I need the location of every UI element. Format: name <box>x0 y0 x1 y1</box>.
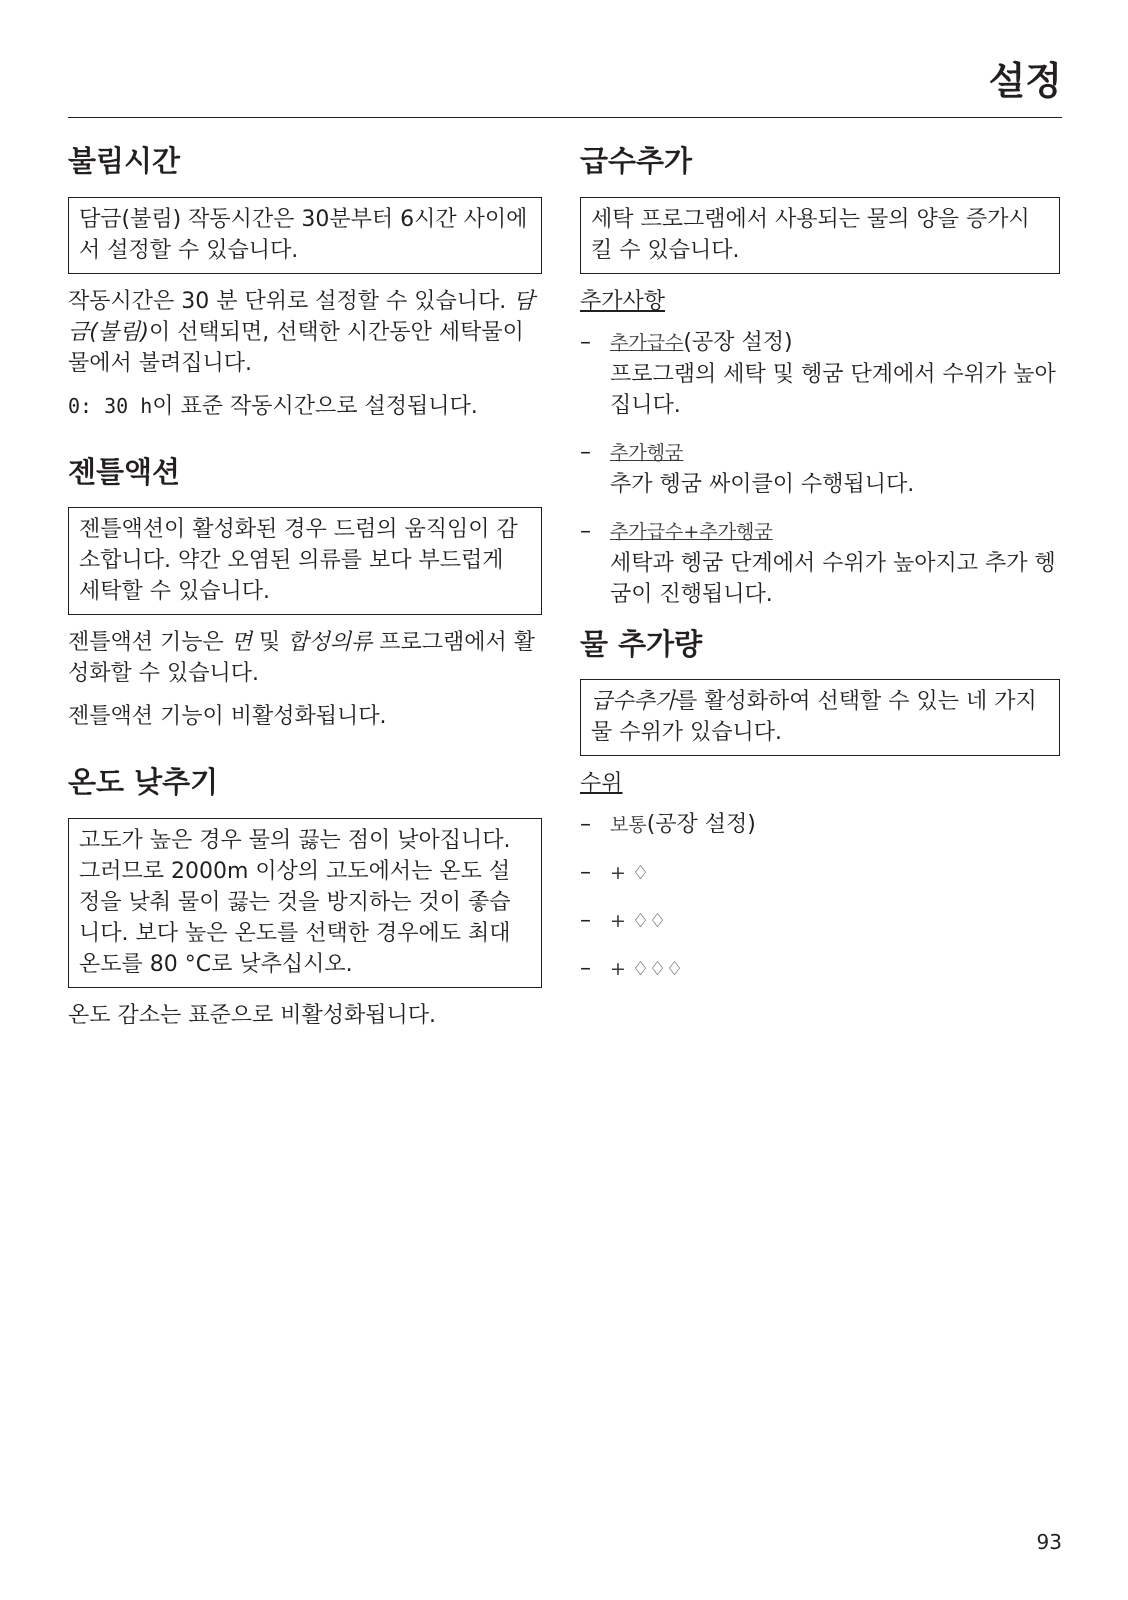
level-label: 보통 <box>610 814 647 837</box>
list-item <box>580 809 1060 841</box>
section-temperature-reduction <box>68 764 542 1031</box>
gentle-program-synthetics: 합성의류 <box>287 630 373 656</box>
water-plus-info-box: 세탁 프로그램에서 사용되는 물의 양을 증가시킬 수 있습니다. <box>580 197 1060 274</box>
soak-text-a: 작동시간은 30 분 단위로 설정할 수 있습니다. <box>68 288 514 314</box>
list-item <box>580 857 1060 889</box>
level-plus-2-drops: + ♢♢ <box>610 910 667 933</box>
temperature-heading: 온도 낮추기 <box>68 765 219 800</box>
soak-time-paragraph <box>68 286 542 379</box>
option-description: 프로그램의 세탁 및 헹굼 단계에서 수위가 높아집니다. <box>610 361 1056 418</box>
page-title: 설정 <box>988 59 1062 103</box>
water-plus-heading: 급수추가 <box>580 144 693 178</box>
level-suffix: (공장 설정) <box>646 812 756 838</box>
temperature-default: 온도 감소는 표준으로 비활성화됩니다. <box>68 1003 437 1029</box>
soak-option-name: 담금(불림) <box>68 288 535 345</box>
water-plus-options-list <box>580 327 1060 610</box>
water-level-heading: 수위 <box>580 771 623 797</box>
gentle-action-default: 젠틀액션 기능이 비활성화됩니다. <box>68 704 387 730</box>
header-divider <box>68 117 1062 118</box>
water-amount-box-text: 를 활성화하여 선택할 수 있는 네 가지 물 수위가 있습니다. <box>591 689 1037 746</box>
page-number: 93 <box>1036 1530 1062 1554</box>
option-description: 추가 헹굼 싸이클이 수행됩니다. <box>610 471 915 497</box>
soak-text-b: 이 선택되면, 선택한 시간동안 세탁물이 물에서 불려집니다. <box>68 319 524 376</box>
list-item <box>580 437 1060 500</box>
section-water-plus <box>580 143 1060 610</box>
gentle-action-paragraph <box>68 627 542 689</box>
list-item <box>580 953 1060 985</box>
soak-default-display: 0: 30 h <box>68 393 153 418</box>
gentle-program-cotton: 면 <box>230 630 253 656</box>
section-water-amount <box>580 626 1060 986</box>
water-plus-options-heading: 추가사항 <box>580 288 666 314</box>
gentle-text-mid: 및 <box>252 630 288 656</box>
option-description: 세탁과 헹굼 단계에서 수위가 높아지고 추가 헹굼이 진행됩니다. <box>610 550 1056 607</box>
section-gentle-action <box>68 454 542 733</box>
level-plus-3-drops: + ♢♢♢ <box>610 958 684 981</box>
gentle-text-b: 프로그램에서 활성화할 수 있습니다. <box>68 630 536 687</box>
soak-time-info-box: 담금(불림) 작동시간은 30분부터 6시간 사이에서 설정할 수 있습니다. <box>68 197 542 274</box>
option-suffix: (공장 설정) <box>683 329 793 355</box>
soak-default-paragraph <box>68 391 542 422</box>
left-column <box>68 143 542 1043</box>
section-soak-time <box>68 143 542 422</box>
gentle-action-heading: 젠틀액션 <box>68 454 181 489</box>
level-plus-1-drop: + ♢ <box>610 862 649 885</box>
list-item <box>580 327 1060 421</box>
right-column <box>580 143 1060 1001</box>
temperature-info-box: 고도가 높은 경우 물의 끓는 점이 낮아집니다. 그러므로 2000m 이상의 고도에서는 온도 설정을 낮춰 물이 끓는 것을 방지하는 것이 좋습니다. 보다 높은 온도를 선택한 경우에도 최대 온도를 80 °C로 낮추십시오. <box>68 818 542 988</box>
option-label: 추가급수+추가헹굼 <box>610 520 773 543</box>
water-amount-info-box <box>580 679 1060 756</box>
water-level-list <box>580 809 1060 985</box>
option-label: 추가헹굼 <box>610 441 684 464</box>
gentle-action-info-box: 젠틀액션이 활성화된 경우 드럼의 움직임이 감소합니다. 약간 오염된 의류를 보다 부드럽게 세탁할 수 있습니다. <box>68 507 542 615</box>
gentle-text-a: 젠틀액션 기능은 <box>68 630 231 656</box>
water-plus-option-name: 급수추가 <box>591 689 677 715</box>
option-label: 추가급수 <box>610 331 684 354</box>
list-item <box>580 905 1060 937</box>
water-amount-heading: 물 추가량 <box>580 626 703 661</box>
soak-time-heading: 불림시간 <box>68 144 181 178</box>
list-item <box>580 516 1060 610</box>
soak-default-text: 이 표준 작동시간으로 설정됩니다. <box>152 393 478 419</box>
